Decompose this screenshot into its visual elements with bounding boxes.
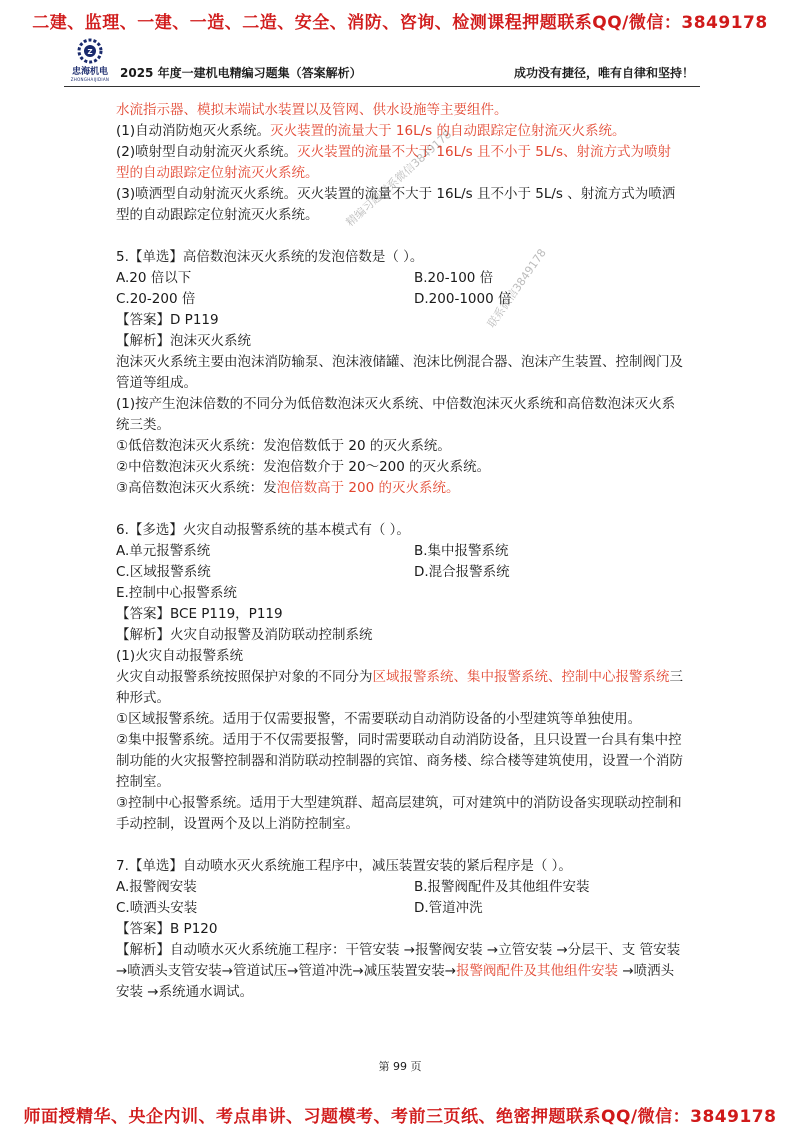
item-3: (3)喷洒型自动射流灭火系统。灭火装置的流量不大于 16L/s 且不小于 5L/s 、射流方式为喷洒型的自动跟踪定位射流灭火系统。 — [116, 186, 676, 223]
q5-option-d: D.200-1000 倍 — [414, 291, 512, 307]
q6-answer: 【答案】BCE P119，P119 — [116, 606, 283, 622]
q5-answer: 【答案】D P119 — [116, 312, 219, 328]
q6-option-a: A.单元报警系统 — [116, 543, 211, 559]
q6-option-b: B.集中报警系统 — [414, 543, 509, 559]
item-1: (1)自动消防炮灭火系统。灭火装置的流量大于 16L/s 的自动跟踪定位射流灭火系统。 — [116, 123, 626, 139]
q7-options — [116, 877, 684, 919]
q7-option-d: D.管道冲洗 — [414, 900, 483, 916]
q7-stem: 7.【单选】自动喷水灭火系统施工程序中，减压装置安装的紧后程序是（ ）。 — [116, 858, 572, 874]
header-motto: 成功没有捷径，唯有自律和坚持！ — [513, 66, 694, 80]
q5-option-b: B.20-100 倍 — [414, 270, 494, 286]
q5-options — [116, 268, 684, 310]
top-contact-banner: 二建、监理、一建、一造、二造、安全、消防、咨询、检测课程押题联系QQ/微信：3849178 — [32, 13, 768, 33]
item-2: (2)喷射型自动射流灭火系统。灭火装置的流量不大于 16L/s 且不小于 5L/s、射流方式为喷射型的自动跟踪定位射流灭火系统。 — [116, 144, 671, 181]
page-number: 第 99 页 — [378, 1060, 422, 1073]
q6-analysis-title: 【解析】火灾自动报警及消防联动控制系统 — [116, 627, 373, 643]
q5-stem: 5.【单选】高倍数泡沫灭火系统的发泡倍数是（ ）。 — [116, 249, 424, 265]
q6-subheading: (1)火灾自动报警系统 — [116, 648, 244, 664]
q5-paragraph-2: (1)按产生泡沫倍数的不同分为低倍数泡沫灭火系统、中倍数泡沫灭火系统和高倍数泡沫灭火系统三类。 — [116, 396, 676, 433]
q6-list-3: ③控制中心报警系统。适用于大型建筑群、超高层建筑，可对建筑中的消防设备实现联动控制和手动控制，设置两个及以上消防控制室。 — [116, 795, 682, 832]
page-header — [64, 38, 700, 87]
watermark-2: 联系微信3849178 — [484, 246, 549, 331]
q6-list-1: ①区域报警系统。适用于仅需要报警，不需要联动自动消防设备的小型建筑等单独使用。 — [116, 711, 642, 727]
q5-option-c: C.20-200 倍 — [116, 291, 196, 307]
page-content — [116, 100, 684, 1003]
logo-subtitle: ZHONGHAIJIDIAN — [70, 77, 110, 82]
svg-text:Z: Z — [87, 48, 93, 56]
logo — [68, 38, 112, 82]
q6-option-e: E.控制中心报警系统 — [116, 585, 237, 601]
q5-list-1: ①低倍数泡沫灭火系统：发泡倍数低于 20 的灭火系统。 — [116, 438, 451, 454]
q7-answer: 【答案】B P120 — [116, 921, 218, 937]
q7-option-c: C.喷洒头安装 — [116, 900, 198, 916]
document-title: 2025 年度一建机电精编习题集（答案解析） — [120, 66, 362, 80]
q7-option-b: B.报警阀配件及其他组件安装 — [414, 879, 590, 895]
q7-analysis: 【解析】自动喷水灭火系统施工程序：干管安装 →报警阀安装 →立管安装 →分层干、支 管安装→喷洒头支管安装→管道试压→管道冲洗→减压装置安装→报警阀配件及其他组件安装 →喷洒头安装 →系统通水调试。 — [116, 942, 681, 1000]
q6-option-d: D.混合报警系统 — [414, 564, 510, 580]
q6-stem: 6.【多选】火灾自动报警系统的基本模式有（ ）。 — [116, 522, 410, 538]
intro-line: 水流指示器、模拟末端试水装置以及管网、供水设施等主要组件。 — [116, 102, 508, 118]
q6-option-c: C.区域报警系统 — [116, 564, 211, 580]
q7-option-a: A.报警阀安装 — [116, 879, 197, 895]
q5-analysis-title: 【解析】泡沫灭火系统 — [116, 333, 251, 349]
q6-options — [116, 541, 684, 583]
logo-gear-icon — [75, 38, 105, 64]
q6-list-2: ②集中报警系统。适用于不仅需要报警，同时需要联动自动消防设备，且只设置一台具有集中控制功能的火灾报警控制器和消防联动控制器的宾馆、商务楼、综合楼等建筑使用，设置一个消防控制室。 — [116, 732, 683, 790]
q5-list-2: ②中倍数泡沫灭火系统：发泡倍数介于 20～200 的灭火系统。 — [116, 459, 491, 475]
watermark-1: 精编习题联系微信3849178 — [343, 127, 455, 230]
logo-name: 忠海机电 — [71, 67, 108, 77]
q6-paragraph-1: 火灾自动报警系统按照保护对象的不同分为区域报警系统、集中报警系统、控制中心报警系统三种形式。 — [116, 669, 683, 706]
q5-option-a: A.20 倍以下 — [116, 270, 192, 286]
bottom-contact-banner: 师面授精华、央企内训、考点串讲、习题模考、考前三页纸、绝密押题联系QQ/微信：3849178 — [23, 1107, 777, 1127]
q5-list-3: ③高倍数泡沫灭火系统：发泡倍数高于 200 的灭火系统。 — [116, 480, 460, 496]
q5-paragraph-1: 泡沫灭火系统主要由泡沫消防输泵、泡沫液储罐、泡沫比例混合器、泡沫产生装置、控制阀门及管道等组成。 — [116, 354, 683, 391]
